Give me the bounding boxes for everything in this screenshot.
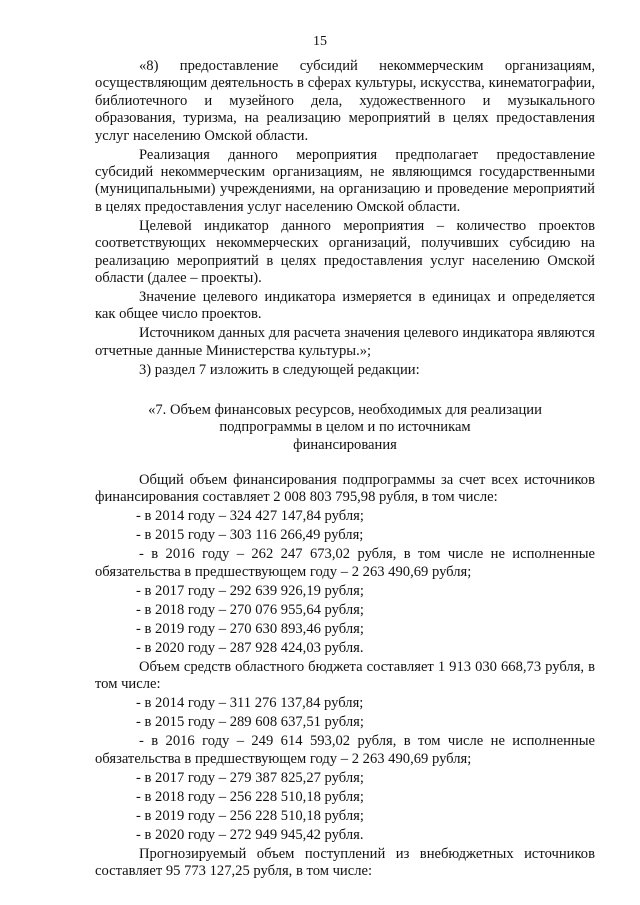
- funding-list-item: - в 2020 году – 287 928 424,03 рубля.: [136, 639, 364, 656]
- funding-list-item: - в 2020 году – 272 949 945,42 рубля.: [136, 826, 364, 843]
- paragraph: Значение целевого индикатора измеряется в единицах и определяется как общее число проектов.: [95, 289, 595, 323]
- paragraph: «8) предоставление субсидий некоммерческим организациям, осуществляющим деятельность в сферах культуры, искусства, кинематографии, библиотечного и музейного дела, художественного и музыкального образования, туризма, на реализацию мероприятий в целях предоставления услуг населению Омской области.: [95, 58, 595, 144]
- document-body: [95, 58, 595, 882]
- page-number: 15: [313, 34, 327, 49]
- funding-list-item: - в 2015 году – 289 608 637,51 рубля;: [136, 714, 364, 731]
- paragraph: Реализация данного мероприятия предполагает предоставление субсидий некоммерческим организациям, не являющимся государственными (муниципальными) учреждениями, на организацию и проведение мероприятий в целях предоставления услуг населению Омской области.: [95, 146, 595, 215]
- paragraph: Общий объем финансирования подпрограммы за счет всех источников финансирования составляет 2 008 803 795,98 рубля, в том числе:: [95, 471, 595, 506]
- paragraph: Целевой индикатор данного мероприятия – количество проектов соответствующих некоммерческих организаций, получивших субсидию на реализацию мероприятий в целях предоставления услуг населению Омской области (далее – проекты).: [95, 217, 595, 287]
- heading-line: финансирования: [293, 436, 397, 453]
- heading-line: подпрограммы в целом и по источникам: [219, 419, 471, 436]
- section-heading: [95, 402, 595, 454]
- paragraph: - в 2016 году – 262 247 673,02 рубля, в том числе не исполненные обязательства в предшествующем году – 2 263 490,69 рубля;: [95, 546, 595, 580]
- funding-list-item: - в 2018 году – 256 228 510,18 рубля;: [136, 788, 364, 805]
- funding-list-item: - в 2017 году – 279 387 825,27 рубля;: [136, 769, 364, 786]
- funding-list-item: - в 2014 году – 324 427 147,84 рубля;: [136, 508, 364, 525]
- funding-list-item: - в 2017 году – 292 639 926,19 рубля;: [136, 582, 364, 599]
- funding-list-item: - в 2019 году – 256 228 510,18 рубля;: [136, 807, 364, 824]
- funding-list-item: - в 2018 году – 270 076 955,64 рубля;: [136, 601, 364, 618]
- heading-line: «7. Объем финансовых ресурсов, необходимых для реализации: [148, 402, 542, 419]
- funding-list-item: - в 2019 году – 270 630 893,46 рубля;: [136, 620, 364, 637]
- paragraph: Объем средств областного бюджета составляет 1 913 030 668,73 рубля, в том числе:: [95, 658, 595, 693]
- paragraph: - в 2016 году – 249 614 593,02 рубля, в том числе не исполненные обязательства в предшествующем году – 2 263 490,69 рубля;: [95, 733, 595, 767]
- funding-list-item: - в 2014 году – 311 276 137,84 рубля;: [136, 695, 364, 712]
- funding-list-item: - в 2015 году – 303 116 266,49 рубля;: [136, 527, 364, 544]
- paragraph: 3) раздел 7 изложить в следующей редакции:: [139, 361, 420, 378]
- paragraph: Прогнозируемый объем поступлений из внебюджетных источников составляет 95 773 127,25 рубля, в том числе:: [95, 845, 595, 879]
- paragraph: Источником данных для расчета значения целевого индикатора являются отчетные данные Министерства культуры.»;: [95, 325, 595, 359]
